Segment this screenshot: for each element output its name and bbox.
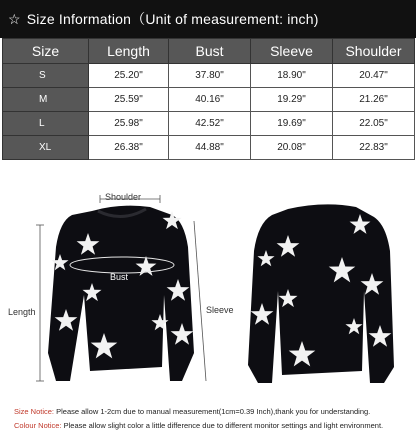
size-cell: S — [3, 64, 89, 88]
size-cell: L — [3, 112, 89, 136]
size-table — [2, 38, 415, 160]
banner-title: Size Information（Unit of measurement: inch) — [26, 11, 319, 27]
star-icon: ☆ — [8, 10, 21, 27]
shoulder-cell: 22.05" — [333, 112, 415, 136]
table-row — [3, 136, 415, 160]
column-header-sleeve: Sleeve — [251, 39, 333, 64]
column-header-size: Size — [3, 39, 89, 64]
column-header-length: Length — [89, 39, 169, 64]
length-cell: 25.20" — [89, 64, 169, 88]
colour-notice-text: Please allow slight color a little difference due to different monitor settings and light environment. — [63, 421, 384, 430]
bust-label: Bust — [110, 272, 129, 282]
shoulder-cell: 20.47" — [333, 64, 415, 88]
bust-cell: 37.80" — [169, 64, 251, 88]
sleeve-cell: 20.08" — [251, 136, 333, 160]
length-cell: 25.59" — [89, 88, 169, 112]
size-notice-text: Please allow 1-2cm due to manual measurement(1cm=0.39 Inch),thank you for understanding. — [56, 407, 371, 416]
table-row — [3, 88, 415, 112]
sweater-back — [248, 204, 394, 383]
length-cell: 26.38" — [89, 136, 169, 160]
table-header-row — [3, 39, 415, 64]
front-sweater-diagram — [0, 185, 230, 395]
sleeve-cell: 19.69" — [251, 112, 333, 136]
length-cell: 25.98" — [89, 112, 169, 136]
table-row — [3, 64, 415, 88]
notices — [14, 405, 383, 433]
sweater-front — [48, 206, 194, 381]
length-label: Length — [8, 307, 36, 317]
column-header-shoulder: Shoulder — [333, 39, 415, 64]
sleeve-label: Sleeve — [206, 305, 234, 315]
shoulder-label: Shoulder — [105, 192, 142, 202]
size-info-banner — [0, 0, 416, 38]
size-cell: M — [3, 88, 89, 112]
shoulder-cell: 21.26" — [333, 88, 415, 112]
table-row — [3, 112, 415, 136]
column-header-bust: Bust — [169, 39, 251, 64]
colour-notice-title: Colour Notice: — [14, 421, 62, 430]
size-notice-title: Size Notice: — [14, 407, 55, 416]
bust-cell: 42.52" — [169, 112, 251, 136]
bust-cell: 40.16" — [169, 88, 251, 112]
sleeve-cell: 18.90" — [251, 64, 333, 88]
size-cell: XL — [3, 136, 89, 160]
bust-cell: 44.88" — [169, 136, 251, 160]
back-sweater-image — [244, 195, 404, 390]
sleeve-cell: 19.29" — [251, 88, 333, 112]
size-notice — [14, 405, 383, 419]
sleeve-guide-line — [194, 221, 206, 381]
colour-notice — [14, 419, 383, 433]
shoulder-cell: 22.83" — [333, 136, 415, 160]
